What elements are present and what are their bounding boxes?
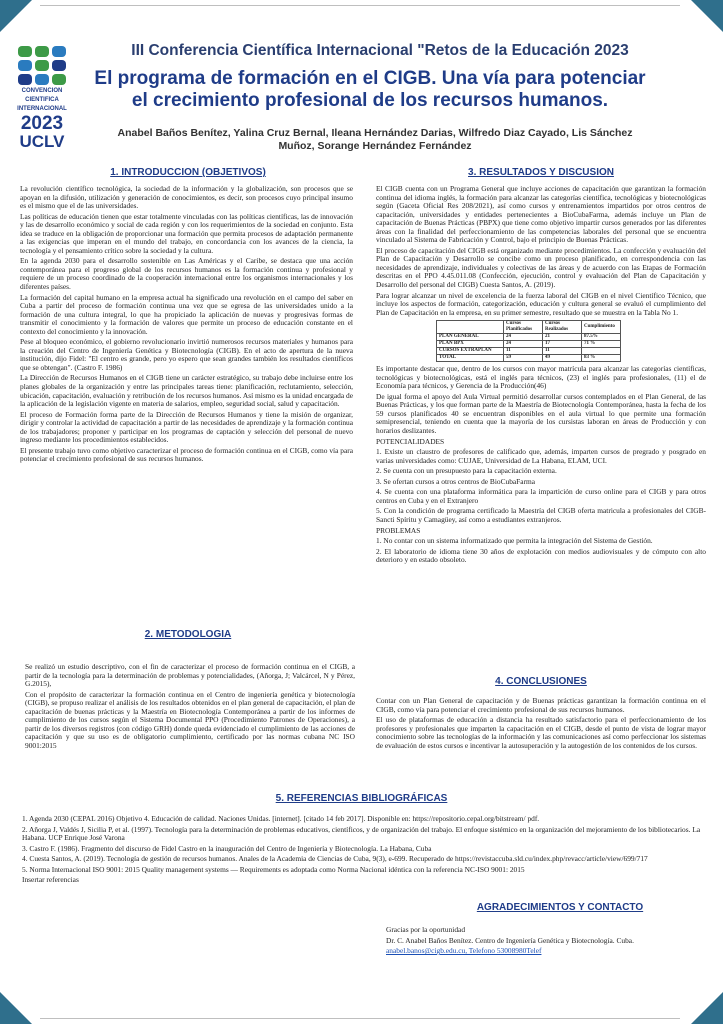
table-cell: 87.5%: [582, 334, 621, 341]
table-cell: PLAN GENERAL: [437, 334, 504, 341]
table-cell: CURSOS EXTRAPLAN: [437, 348, 504, 355]
results-paragraph: El proceso de capacitación del CIGB está organizado mediante procedimientos. La confección y evaluación del Plan de Capacitación y Desarrollo se concibe como un proceso planificado, en correspondencia con las necesidades de aprendizaje, individuales y colectivas de las áreas y de acuerdo con las Etapas de Formación descritas en el PPO 4.45.011.08 (Confección, ejecución, control y evaluación del Plan de Capacitación y Desarrollo del personal del CIGB) Cuesta Santos, A. (2019).: [376, 245, 706, 290]
results-heading: 3. RESULTADOS Y DISCUSION: [468, 167, 614, 178]
table-row: [437, 341, 621, 348]
reference-item: 5. Norma Internacional ISO 9001: 2015 Quality management systems — Requirements es adoptada como Norma Nacional idéntica con la referencia NC-ISO 9001: 2015: [22, 864, 525, 874]
contact-email-link[interactable]: anabel.banos@cigb.edu.cu, Telefono 53008980Telef: [386, 946, 542, 956]
acknowledgements-heading: AGRADECIMIENTOS Y CONTACTO: [476, 902, 644, 913]
problema-item: 2. El laboratorio de idioma tiene 30 años de explotación con medios audiovisuales y de cómputo con alto deterioro y en estado obsoleto.: [376, 546, 706, 565]
logo-line2: CIENTIFICA: [25, 97, 59, 103]
title-line-1: El programa de formación en el CIGB. Una vía para potenciar: [94, 68, 646, 89]
table-cell: 11: [504, 348, 543, 355]
conclusions-paragraph: Contar con un Plan General de capacitación y de Buenas prácticas garantizan la formación continua en el CIGB, como vía para potenciar el crecimiento profesional de sus recursos humanos.: [376, 696, 706, 714]
results-table: [436, 320, 621, 362]
logo-line1: CONVENCION: [21, 88, 63, 94]
table-header-cell: Cumplimiento: [582, 321, 621, 334]
reference-item: 4. Cuesta Santos, A. (2019). Tecnología de gestión de recursos humanos. Anales de la Academia de Ciencias de Cuba, 9(3), e-699. Recuperado de https://revistaccuba.sld.cu/index.php/revacc/article/view/699/717: [22, 854, 648, 864]
reference-item: Insertar referencias: [22, 875, 79, 885]
intro-paragraph: En la agenda 2030 para el desarrollo sostenible en Las Américas y el Caribe, se destaca que una acción contemporánea para el progreso global de los recursos humanos es la formación continua y profesional y requiere de un proceso coordinado de la cooperación internacional entre los organismos internacionales y los diferentes países.: [20, 256, 353, 292]
results-paragraph: Para lograr alcanzar un nivel de excelencia de la fuerza laboral del CIGB en el nivel Científico Técnico, que incluye los aspectos de formación, categorización, educación y cultura general se evaluó el cumplimiento del Plan de Capacitación en la empresa, en su primer semestre, resultado que se muestra en la Tabla No 1.: [376, 290, 706, 317]
logo-squares: [18, 46, 70, 85]
reference-item: 1. Agenda 2030 (CEPAL 2016) Objetivo 4. Educación de calidad. Naciones Unidas. [internet]. [citado 14 feb 2017]. Disponible en: https://repositorio.cepal.org/bitstream/ pdf.: [22, 814, 540, 823]
conference-logo: [14, 46, 70, 150]
corner-decoration-top-right: [691, 0, 723, 32]
table-header-row: [437, 321, 621, 334]
conference-name: III Conferencia Científica Internacional "Retos de la Educación 2023: [131, 42, 629, 59]
title-line-2: el crecimiento profesional de los recursos humanos.: [131, 90, 609, 111]
logo-university: UCLV: [19, 132, 65, 151]
problema-item: 1. No contar con un sistema informatizado que permita la integración del Sistema de Gestión.: [376, 536, 653, 546]
table-row: [437, 348, 621, 355]
bottom-divider: [40, 1018, 680, 1019]
authors-line-1: Anabel Baños Benítez, Yalina Cruz Bernal, Ileana Hernández Darias, Wilfredo Diaz Cayado, Lis Sánchez: [117, 127, 633, 139]
logo-line3: INTERNACIONAL: [17, 106, 67, 112]
corner-decoration-bottom-right: [691, 992, 723, 1024]
results-body: [376, 185, 706, 567]
table-header-cell: Cursos Realizados: [543, 321, 582, 334]
table-cell: 49: [543, 355, 582, 362]
table-cell: [582, 348, 621, 355]
table-row: [437, 355, 621, 362]
ack-author-line: Dr. C. Anabel Baños Benítez. Centro de Ingeniería Genética y Biotecnología. Cuba.: [386, 935, 634, 945]
reference-item: 2. Añorga J, Valdés J, Sicilia P, et al. (1997). Tecnología para la determinación de problemas educativos, científicos, y de organización del trabajo. El enfoque sistémico en la organización del mejoramiento de los bibliotecarios. La Habana. UCP Enrique José Varona: [22, 824, 701, 843]
table-cell: 21: [543, 334, 582, 341]
conclusions-paragraph: El uso de plataformas de educación a distancia ha resultado satisfactorio para el perfeccionamiento de los profesores y profesionales que imparten la capacitación en el CIGB, desde el punto de vista de lograr mayor conocimiento sobre las tecnologías de la información y las comunicaciones así como perfeccionar los sistemas de evaluación de estos cursos e incentivar la autosuperación y la autogestión de los contenidos de los cursos.: [376, 715, 706, 750]
conclusions-heading: 4. CONCLUSIONES: [495, 676, 587, 687]
conclusions-body: [376, 697, 706, 752]
table-cell: 71 %: [582, 341, 621, 348]
table-cell: 17: [543, 341, 582, 348]
method-paragraph: Se realizó un estudio descriptivo, con el fin de caracterizar el proceso de formación continua en el CIGB, a partir de la tecnología para la determinación de problemas y potencialidades, (Añorga, J; Valcárcel, N y Pérez, G.2015),: [25, 662, 355, 689]
intro-paragraph: El presente trabajo tuvo como objetivo caracterizar el proceso de formación continua en el CIGB, como vía para potenciar el crecimiento profesional de sus recursos humanos.: [20, 445, 353, 464]
references-list: [22, 815, 702, 887]
corner-decoration-top-left: [0, 0, 32, 32]
intro-paragraph: El proceso de Formación forma parte de la Dirección de Recursos Humanos y tiene la misión de organizar, dirigir y controlar la actividad de capacitación a partir de las necesidades de aprendizaje y la formación continua de los trabajadores; proponer y participar en los programas de captación y selección del personal de nuevo ingreso mediante los procedimientos establecidos.: [20, 409, 353, 445]
potencialidades-title: POTENCIALIDADES: [376, 436, 445, 446]
table-header-cell: Cursos Planificados: [504, 321, 543, 334]
top-divider: [40, 5, 680, 6]
table-header-cell: [437, 321, 504, 334]
table-cell: 11: [543, 348, 582, 355]
method-body: [25, 663, 355, 752]
poster-title: [90, 68, 650, 112]
intro-heading: 1. INTRODUCCION (OBJETIVOS): [110, 167, 266, 178]
references-heading: 5. REFERENCIAS BIBLIOGRÁFICAS: [275, 793, 448, 804]
acknowledgements-body: [386, 926, 706, 958]
intro-paragraph: Pese al bloqueo económico, el gobierno revolucionario invirtió numerosos recursos materiales y humanos para la creación del Centro de Ingeniería Genética y Biotecnología (CIGB). En el acto de apertura de la nueva institución, dijo Fidel: "El centro es grande, pero yo espero que sean grandes también los resultados científicos que se obtengan". (Castro F. 1986): [20, 337, 353, 372]
intro-paragraph: La Dirección de Recursos Humanos en el CIGB tiene un carácter estratégico, su trabajo debe incluirse entre los planes globales de la organización y entre las principales tareas tiene: planificación, reclutamiento, selección, ubicación, capacitación, evaluación y retribución de los recursos humanos. Así mismo es la unidad encargada de la aplicación de la legislación vigente en materia de salarios, empleo, seguridad social, salud y capacitación.: [20, 373, 353, 409]
potencialidad-item: 4. Se cuenta con una plataforma informática para la impartición de curso online para el CIGB y para otros centros en Cuba y en el Extranjero: [376, 487, 706, 505]
results-paragraph: De igual forma el apoyo del Aula Virtual permitió desarrollar cursos contemplados en el Plan General, de las Buenas Prácticas, y los que forman parte de la Maestría de Biotecnología Contemporánea, hasta la fecha de los 59 cursos planificados 40 se encuentran disponibles en el aula virtual lo que permite una formación semipresencial, teniendo en cuenta que la mayoría de los cursistas laboran en áreas de Producción y con horarios deslizantes.: [376, 391, 706, 436]
method-heading: 2. METODOLOGIA: [144, 629, 232, 640]
results-paragraph: El CIGB cuenta con un Programa General que incluye acciones de capacitación que garantizan la formación continua del idioma inglés, la formación para alcanzar las categorías científica, tecnológicas y biotecnológicas según (Gaceta Oficial Res 208/2021), así como cursos y entrenamientos impartidos por otros centros de capacitación, universidades y entidades pertenecientes a BioCubaFarma, además incluye un Plan de capacitación de Buenas Prácticas (PBPX) que tiene como objetivo impartir cursos generados por las diferentes áreas con la finalidad del perfeccionamiento de las competencias laborales del personal que se encuentra vinculado al Sistema de Fabricación y Control, bajo el principio de Buenas Prácticas.: [376, 184, 706, 245]
table-cell: 24: [504, 341, 543, 348]
intro-paragraph: La revolución científico tecnológica, la sociedad de la información y la globalización, son procesos que se apoyan en la difusión, utilización y generación de conocimientos, es decir, son procesos cuyo principal insumo es el mismo que el de las universidades.: [20, 184, 353, 211]
potencialidad-item: 5. Con la condición de programa certificado la Maestría del CIGB oferta matricula a profesionales del CIGB-Sancti Spíritu y Camagüey, así como a estudiantes extranjeros.: [376, 506, 706, 524]
table-cell: 83 %: [582, 355, 621, 362]
intro-body: [20, 185, 353, 466]
table-row: [437, 334, 621, 341]
results-paragraph: Es importante destacar que, dentro de los cursos con mayor matrícula para alcanzar las categorías científicas, tecnológicas y biotecnológicas, está el inglés para técnicos, (23) el inglés para profesionales, (11) el de Economía para técnicos, y Gerencia de la Producción(46): [376, 364, 706, 391]
potencialidad-item: 3. Se ofertan cursos a otros centros de BioCubaFarma: [376, 476, 536, 486]
logo-year: 2023: [20, 113, 64, 134]
potencialidad-item: 1. Existe un claustro de profesores de calificado que, además, imparten cursos de pregrado y posgrado en varias universidades como: CUJAE, Universidad de La Habana, ELAM, UCI.: [376, 447, 706, 465]
table-cell: TOTAL: [437, 355, 504, 362]
corner-decoration-bottom-left: [0, 992, 32, 1024]
problemas-title: PROBLEMAS: [376, 525, 421, 535]
authors-line-2: Muñoz, Sorange Hernández Fernández: [278, 140, 472, 152]
method-paragraph: Con el propósito de caracterizar la formación continua en el Centro de ingeniería genética y biotecnología (CIGB), se propuso realizar el análisis de los resultados obtenidos en el plan general de capacitación, el plan de capacitación de buenas prácticas y la Maestría en Biotecnología Contemporánea a partir de los informes de cumplimiento de los cursos según el Sistema Documental PPO (Procedimiento Patrones de Operaciones), a partir de los diversos registros (con código GRH) donde queda evidenciado el cumplimiento de las acciones de capacitación y que su uso es de obligatorio cumplimiento, certificado por las normas cubana NC ISO 9001:2015: [25, 689, 355, 750]
table-cell: 24: [504, 334, 543, 341]
authors: [110, 127, 640, 153]
intro-paragraph: La formación del capital humano en la empresa actual ha significado una revolución en el campo del saber en Cuba a partir del proceso de formación continua una vez que se egresa de las universidades unido a la formación de una cultura integral, lo que ha propiciado la aplicación de nuevas y progresivas formas de transmitir el conocimiento y la formación de valores que permite un proceso de educación constante en el contexto del conocimiento y la innovación.: [20, 292, 353, 336]
table-cell: PLAN BPX: [437, 341, 504, 348]
potencialidad-item: 2. Se cuenta con un presupuesto para la capacitación externa.: [376, 466, 557, 476]
table-cell: 59: [504, 355, 543, 362]
intro-paragraph: Las políticas de educación tienen que estar totalmente vinculadas con las políticas científicas, las de innovación y las de desarrollo económico y social de cada región y con los requerimientos de la sociedad en conjunto. Esta idea se traduce en la obligación de proporcionar una formación que permita procesos de adaptación permanente a las exigencias que imperan en el mundo del trabajo, en concordancia con los avances de la ciencia, la tecnología y el pensamiento crítico sobre la sociedad y la cultura.: [20, 211, 353, 255]
reference-item: 3. Castro F. (1986). Fragmento del discurso de Fidel Castro en la inauguración del Centro de Ingeniería y Biotecnología. La Habana, Cuba: [22, 843, 432, 853]
ack-line: Gracias por la oportunidad: [386, 925, 466, 934]
